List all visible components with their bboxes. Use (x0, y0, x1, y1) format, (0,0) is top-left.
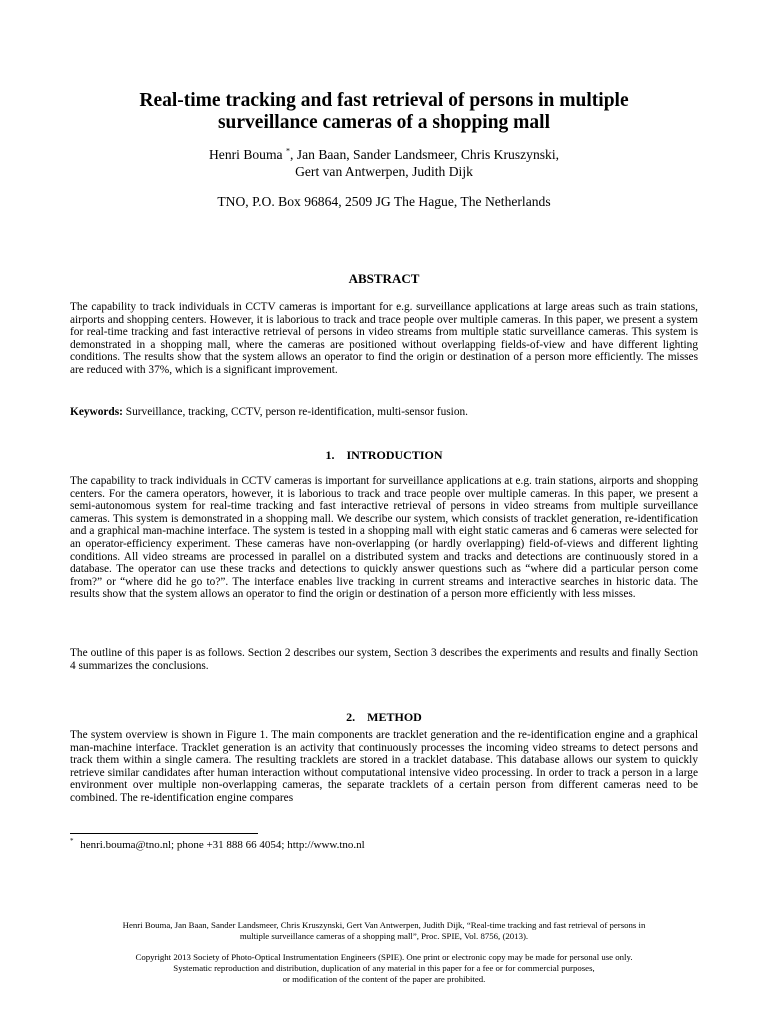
keywords (70, 406, 698, 419)
introduction-heading: 1. INTRODUCTION (325, 448, 443, 462)
title-line-1: Real-time tracking and fast retrieval of persons in multiple (139, 90, 629, 111)
author-list (70, 146, 698, 180)
paper-title (70, 90, 698, 134)
footnote (70, 839, 698, 852)
copyright-line-1: Copyright 2013 Society of Photo-Optical Instrumentation Engineers (SPIE). One print or electronic copy may be made for personal use only. (135, 952, 633, 962)
footnote-mark: * (70, 837, 74, 846)
citation-notice (70, 920, 698, 942)
authors-line-1 (70, 146, 698, 163)
first-author: Henri Bouma (208, 147, 283, 162)
method-heading: 2. METHOD (346, 710, 422, 724)
citation-line-1: Henri Bouma, Jan Baan, Sander Landsmeer, Chris Kruszynski, Gert Van Antwerpen, Judith Dijk, “Real-time tracking and fast retrieval of persons in (122, 920, 646, 930)
copyright-line-3: or modification of the content of the paper are prohibited. (282, 974, 486, 984)
authors-line-2: Gert van Antwerpen, Judith Dijk (295, 164, 473, 179)
keywords-label: Keywords: (70, 406, 123, 418)
keywords-text: Surveillance, tracking, CCTV, person re-identification, multi-sensor fusion. (122, 406, 469, 418)
affiliation: TNO, P.O. Box 96864, 2509 JG The Hague, The Netherlands (217, 194, 551, 209)
abstract-text: The capability to track individuals in CCTV cameras is important for e.g. surveillance applications at large areas such as train stations, airports and shopping centers. However, it is laborious to track and trace people over multiple cameras. In this paper, we present a system for real-time tracking and fast interactive retrieval of persons in video streams from multiple static surveillance cameras. This system is demonstrated in a shopping mall, where the cameras are positioned without overlapping fields-of-view and have different lighting conditions. The results show that the system allows an operator to find the origin or destination of a person more efficiently. The misses are reduced with 37%, which is a significant improvement. (70, 301, 698, 376)
title-line-2: surveillance cameras of a shopping mall (217, 112, 551, 133)
copyright-line-2: Systematic reproduction and distribution, duplication of any material in this paper for a fee or for commercial purposes, (173, 963, 595, 973)
abstract-heading: ABSTRACT (348, 271, 420, 286)
introduction-paragraph-1: The capability to track individuals in CCTV cameras is important for surveillance applications at e.g. train stations, airports and shopping centers. For the camera operators, however, it is laborious to track and trace people over multiple cameras. In this paper, we present a semi-autonomous system for real-time tracking and fast interactive retrieval of persons in video streams from multiple surveillance cameras. This system is demonstrated in a shopping mall. We describe our system, which consists of tracklet generation, re-identification and a graphical man-machine interface. The system is tested in a shopping mall with eight static cameras and 6 cameras were selected for an operator-efficiency experiment. These cameras have non-overlapping (or hardly overlapping) field-of-views and different lighting conditions. All video streams are processed in parallel on a distributed system and tracks and detections are continuously stored in a database. The operator can use these tracks and detections to quickly answer questions such as “where did a particular person come from?” or “where did he go to?”. The interface enables live tracking in current streams and interactive searches in historic data. The results show that the system allows an operator to find the origin or destination of a person more efficiently with less misses. (70, 475, 698, 601)
author-footnote-mark: * (286, 146, 290, 156)
citation-line-2: multiple surveillance cameras of a shopping mall”, Proc. SPIE, Vol. 8756, (2013). (239, 931, 529, 941)
other-authors: , Jan Baan, Sander Landsmeer, Chris Kruszynski, (290, 147, 560, 162)
introduction-paragraph-2: The outline of this paper is as follows. Section 2 describes our system, Section 3 describes the experiments and results and finally Section 4 summarizes the conclusions. (70, 647, 698, 672)
footnote-text: henri.bouma@tno.nl; phone +31 888 66 4054; http://www.tno.nl (77, 839, 365, 851)
footnote-rule (70, 833, 258, 834)
copyright-notice (70, 952, 698, 985)
method-paragraph-1: The system overview is shown in Figure 1. The main components are tracklet generation and the re-identification engine and a graphical man-machine interface. Tracklet generation is an activity that continuously processes the incoming video streams to detect persons and track them within a single camera. The resulting tracklets are stored in a tracklet database. This database allows our system to quickly retrieve similar candidates after human interaction without computational intensive video processing. In order to track a person in a large environment over multiple non-overlapping cameras, the separate tracklets of a certain person from different cameras need to be combined. The re-identification engine compares (70, 729, 698, 804)
